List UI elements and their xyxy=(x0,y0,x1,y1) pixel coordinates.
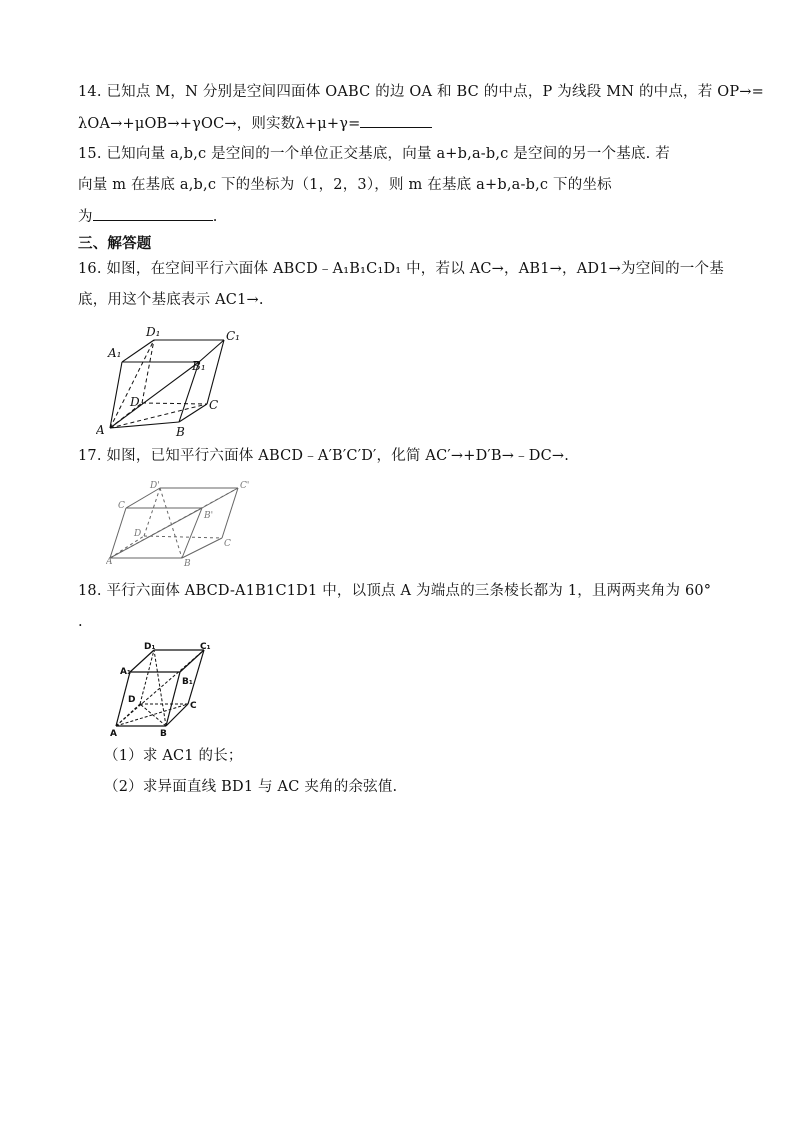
q15-line1: 15. 已知向量 a,b,c 是空间的一个单位正交基底，向量 a+b,a-b,c 是空间的另一个基底. 若 xyxy=(78,146,670,162)
q14-line1: 14. 已知点 M，N 分别是空间四面体 OABC 的边 OA 和 BC 的中点，P 为线段 MN 的中点，若 OP→= xyxy=(78,84,764,100)
q15-answer-blank xyxy=(93,206,213,221)
q14-answer-blank xyxy=(360,113,432,128)
q18-label-C: C xyxy=(190,701,197,711)
q18-sub1: （1）求 AC1 的长； xyxy=(104,748,243,764)
q17-line1: 17. 如图，已知平行六面体 ABCD﹣A′B′C′D′，化简 AC′→+D′B→﹣DC→. xyxy=(78,448,570,464)
q17-parallelepiped-diagram xyxy=(106,478,266,568)
q18-label-A: A xyxy=(110,729,117,739)
q14-line2-text: λOA→+μOB→+γOC→，则实数λ+μ+γ= xyxy=(78,116,361,132)
q16-label-D1: D₁ xyxy=(146,325,161,339)
q15-line3-suffix: . xyxy=(212,209,218,225)
q16-label-B: B xyxy=(176,425,185,439)
q15-line3-prefix: 为 xyxy=(78,209,93,225)
q18-label-D1: D₁ xyxy=(144,642,156,652)
q17-figure xyxy=(106,478,266,568)
q17-label-Dprime: D' xyxy=(150,481,160,491)
q18-parallelepiped-diagram xyxy=(108,640,218,740)
q17-label-C-top: C xyxy=(118,501,125,511)
q16-label-C: C xyxy=(209,398,219,412)
q18-label-B: B xyxy=(160,729,167,739)
q16-label-C1: C₁ xyxy=(226,329,240,343)
q15-line2: 向量 m 在基底 a,b,c 下的坐标为（1，2，3），则 m 在基底 a+b,a-b,c 下的坐标 xyxy=(78,177,612,193)
q17-label-D: D xyxy=(134,529,142,539)
q18-figure xyxy=(108,640,218,740)
q18-sub2: （2）求异面直线 BD1 与 AC 夹角的余弦值. xyxy=(104,779,398,795)
q18-line2: . xyxy=(78,614,83,630)
q16-parallelepiped-diagram xyxy=(96,320,256,440)
q18-label-D: D xyxy=(128,695,136,705)
q18-label-B1: B₁ xyxy=(182,677,193,687)
q17-label-Bprime: B' xyxy=(204,511,214,521)
q15-line3 xyxy=(78,206,218,227)
q17-label-C: C xyxy=(224,539,231,549)
section-heading: 三、解答题 xyxy=(78,235,152,252)
q18-label-A1: A₁ xyxy=(120,667,131,677)
q17-label-A: A xyxy=(106,557,113,567)
q16-label-A: A xyxy=(96,423,105,437)
q14-line2 xyxy=(78,113,432,134)
q17-label-B: B xyxy=(184,559,191,568)
q16-label-D: D xyxy=(130,395,140,409)
q16-label-A1: A₁ xyxy=(108,346,122,360)
q16-label-B1: B₁ xyxy=(192,359,206,373)
q18-label-C1: C₁ xyxy=(200,642,211,652)
q16-line2: 底，用这个基底表示 AC1→. xyxy=(78,292,264,308)
q18-line1: 18. 平行六面体 ABCD-A1B1C1D1 中，以顶点 A 为端点的三条棱长都为 1，且两两夹角为 60° xyxy=(78,583,712,599)
q16-figure xyxy=(96,320,256,440)
q16-line1: 16. 如图，在空间平行六面体 ABCD﹣A₁B₁C₁D₁ 中，若以 AC→，AB1→，AD1→为空间的一个基 xyxy=(78,261,724,277)
q17-label-Cprime: C' xyxy=(240,481,250,491)
